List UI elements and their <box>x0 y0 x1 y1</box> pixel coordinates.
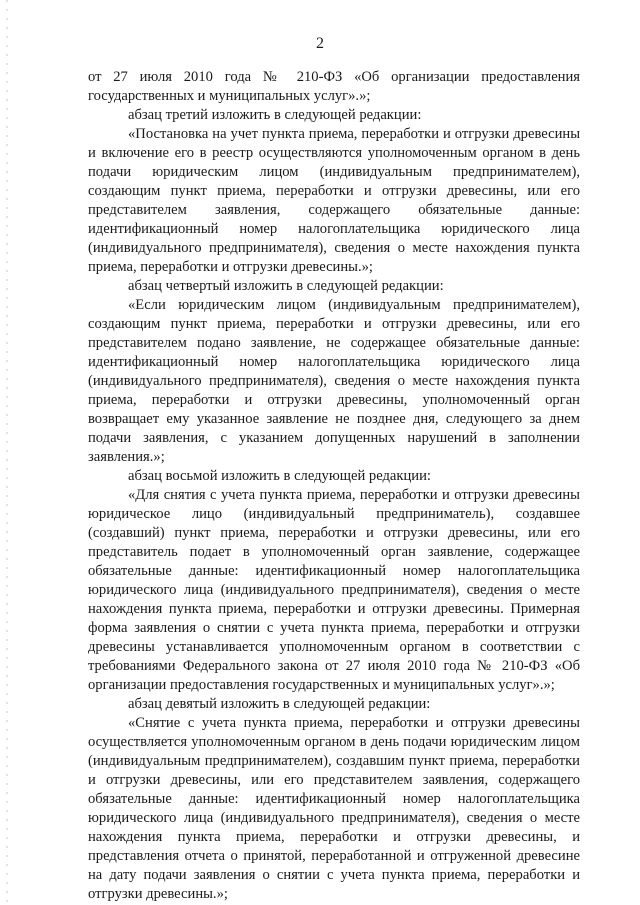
instruction-paragraph-9: абзац девятый изложить в следующей редакции: <box>128 696 431 712</box>
document-body <box>88 68 580 904</box>
quoted-paragraph-8: «Для снятия с учета пункта приема, переработки и отгрузки древесины юридическое лицо (индивидуальный предприниматель), создавшее (создавший) пункт приема, переработки и отгрузки древесины, или его представитель подает в уполномоченный орган заявление, содержащее обязательные данные: идентификационный номер налогоплательщика юридического лица (индивидуального предпринимателя), сведения о месте нахождения пункта приема, переработки и отгрузки древесины. Примерная форма заявления о снятии с учета пункта приема, переработки и отгрузки древесины устанавливается уполномоченным органом в соответствии с требованиями Федерального закона от 27 июля 2010 года № 210-ФЗ «Об организации предоставления государственных и муниципальных услуг».»; <box>88 487 580 693</box>
quoted-paragraph-3: «Постановка на учет пункта приема, переработки и отгрузки древесины и включение его в реестр осуществляются уполномоченным органом в день подачи юридическим лицом (индивидуальным предпринимателем), создающим пункт приема, переработки и отгрузки древесины, или его представителем заявления, содержащего обязательные данные: идентификационный номер налогоплательщика юридического лица (индивидуального предпринимателя), сведения о месте нахождения пункта приема, переработки и отгрузки древесины.»; <box>88 126 580 275</box>
quoted-paragraph-9: «Снятие с учета пункта приема, переработки и отгрузки древесины осуществляется уполномоченным органом в день подачи юридическим лицом (индивидуальным предпринимателем), создавшим пункт приема, переработки и отгрузки древесины, или его представителем заявления, содержащего обязательные данные: идентификационный номер налогоплательщика юридического лица (индивидуального предпринимателя), сведения о месте нахождения пункта приема, переработки и отгрузки древесины, и представления отчета о принятой, переработанной и отгруженной древесине на дату подачи заявления о снятии с учета пункта приема, переработки и отгрузки древесины.»; <box>88 715 580 902</box>
instruction-paragraph-3: абзац третий изложить в следующей редакции: <box>128 107 422 123</box>
quoted-paragraph-4: «Если юридическим лицом (индивидуальным предпринимателем), создающим пункт приема, переработки и отгрузки древесины, или его представителем подано заявление, не содержащее обязательные данные: идентификационный номер налогоплательщика юридического лица (индивидуального предпринимателя), сведения о месте нахождения пункта приема, переработки и отгрузки древесины, уполномоченный орган возвращает ему указанное заявление не позднее дня, следующего за днем подачи заявления, с указанием допущенных нарушений в заполнении заявления.»; <box>88 297 580 465</box>
paragraph-continuation: от 27 июля 2010 года № 210-ФЗ «Об организации предоставления государственных и муниципальных услуг».»; <box>88 69 580 104</box>
instruction-paragraph-8: абзац восьмой изложить в следующей редакции: <box>128 468 431 484</box>
page-number: 2 <box>316 35 324 52</box>
scan-edge-artifact <box>6 0 8 905</box>
instruction-paragraph-4: абзац четвертый изложить в следующей редакции: <box>128 278 444 294</box>
